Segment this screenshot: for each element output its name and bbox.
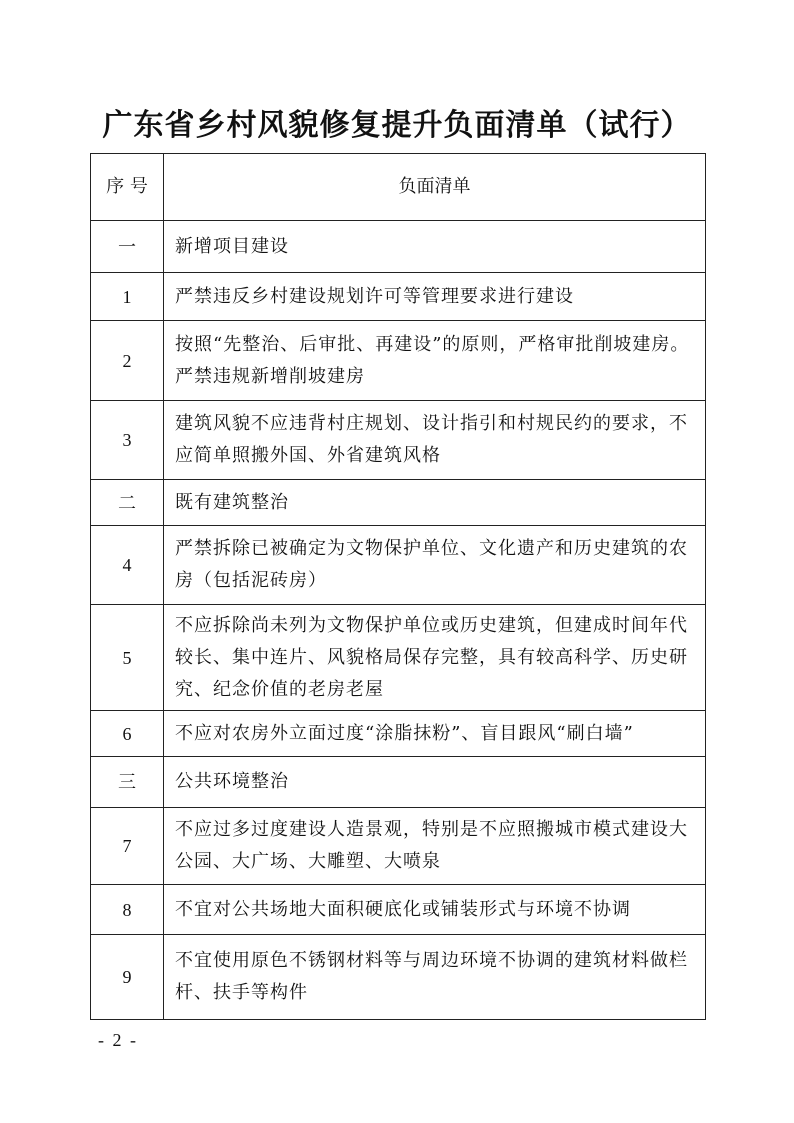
negative-list-table — [90, 153, 706, 1020]
table-row — [91, 321, 706, 401]
row-text: 建筑风貌不应违背村庄规划、设计指引和村规民约的要求，不应简单照搬外国、外省建筑风格 — [164, 401, 706, 480]
table-row — [91, 711, 706, 757]
page-number: - 2 - — [98, 1030, 138, 1050]
row-text: 不应过多过度建设人造景观，特别是不应照搬城市模式建设大公园、大广场、大雕塑、大喷泉 — [164, 808, 706, 885]
row-text: 既有建筑整治 — [164, 480, 706, 526]
table-row — [91, 273, 706, 321]
page-title: 广东省乡村风貌修复提升负面清单（试行） — [102, 108, 692, 143]
row-number: 2 — [91, 321, 164, 401]
header-negative-list: 负面清单 — [164, 154, 706, 221]
table-row — [91, 757, 706, 808]
table-row — [91, 526, 706, 605]
table-row — [91, 605, 706, 711]
row-number: 4 — [91, 526, 164, 605]
row-number: 一 — [91, 221, 164, 273]
table-row — [91, 401, 706, 480]
row-number: 三 — [91, 757, 164, 808]
table-row — [91, 480, 706, 526]
row-number: 9 — [91, 935, 164, 1020]
row-text: 严禁拆除已被确定为文物保护单位、文化遗产和历史建筑的农房（包括泥砖房） — [164, 526, 706, 605]
row-number: 二 — [91, 480, 164, 526]
row-number: 8 — [91, 885, 164, 935]
table-row — [91, 885, 706, 935]
row-text: 不宜使用原色不锈钢材料等与周边环境不协调的建筑材料做栏杆、扶手等构件 — [164, 935, 706, 1020]
row-number: 1 — [91, 273, 164, 321]
header-seq-no: 序 号 — [91, 154, 164, 221]
table-row — [91, 935, 706, 1020]
table-row — [91, 221, 706, 273]
row-number: 3 — [91, 401, 164, 480]
row-text: 不应对农房外立面过度“涂脂抹粉”、盲目跟风“刷白墙” — [164, 711, 706, 757]
row-text: 按照“先整治、后审批、再建设”的原则，严格审批削坡建房。严禁违规新增削坡建房 — [164, 321, 706, 401]
table-row — [91, 808, 706, 885]
row-text: 公共环境整治 — [164, 757, 706, 808]
table-header-row — [91, 154, 706, 221]
row-text: 严禁违反乡村建设规划许可等管理要求进行建设 — [164, 273, 706, 321]
row-text: 不应拆除尚未列为文物保护单位或历史建筑，但建成时间年代较长、集中连片、风貌格局保存完整，具有较高科学、历史研究、纪念价值的老房老屋 — [164, 605, 706, 711]
row-text: 不宜对公共场地大面积硬底化或铺装形式与环境不协调 — [164, 885, 706, 935]
row-number: 7 — [91, 808, 164, 885]
row-number: 6 — [91, 711, 164, 757]
row-number: 5 — [91, 605, 164, 711]
row-text: 新增项目建设 — [164, 221, 706, 273]
